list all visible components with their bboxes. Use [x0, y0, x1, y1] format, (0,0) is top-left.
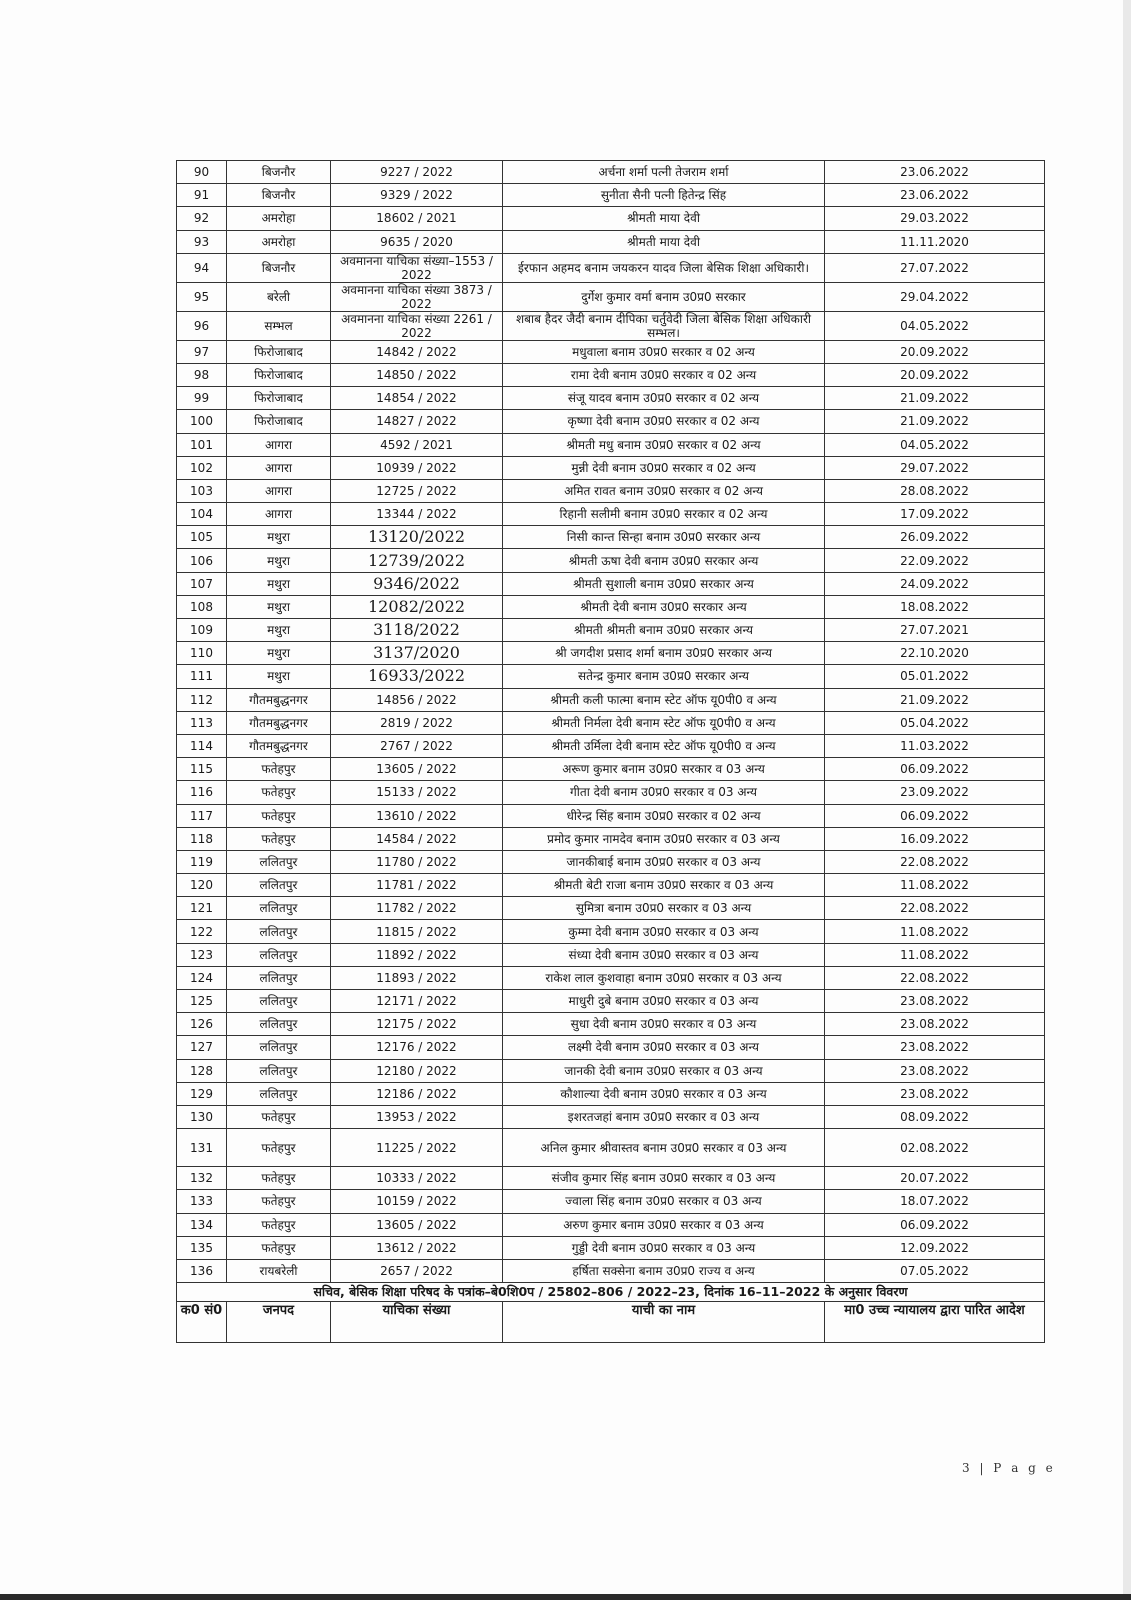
row-petition-number: 11893 / 2022 [331, 966, 503, 989]
row-serial-number: 119 [177, 850, 227, 873]
row-order-date: 08.09.2022 [825, 1105, 1045, 1128]
row-petition-number: अवमानना याचिका संख्या–1553 / 2022 [331, 253, 503, 282]
row-serial-number: 111 [177, 665, 227, 688]
row-serial-number: 122 [177, 920, 227, 943]
row-serial-number: 95 [177, 282, 227, 311]
row-petitioner-name: गुड्डी देवी बनाम उ0प्र0 सरकार व 03 अन्य [503, 1236, 825, 1259]
row-district: आगरा [227, 479, 331, 502]
row-petitioner-name: मुन्नी देवी बनाम उ0प्र0 सरकार व 02 अन्य [503, 456, 825, 479]
row-serial-number: 121 [177, 897, 227, 920]
row-serial-number: 105 [177, 526, 227, 549]
row-petition-number: 15133 / 2022 [331, 781, 503, 804]
row-serial-number: 97 [177, 340, 227, 363]
row-district: ललितपुर [227, 897, 331, 920]
row-serial-number: 118 [177, 827, 227, 850]
row-district: ललितपुर [227, 943, 331, 966]
row-order-date: 06.09.2022 [825, 1213, 1045, 1236]
row-petitioner-name: श्रीमती कली फात्मा बनाम स्टेट ऑफ यू0पी0 व अन्य [503, 688, 825, 711]
table-row [177, 433, 1045, 456]
table-row [177, 549, 1045, 572]
row-order-date: 18.08.2022 [825, 595, 1045, 618]
table-row [177, 282, 1045, 311]
row-district: फतेहपुर [227, 781, 331, 804]
table-row [177, 1190, 1045, 1213]
row-order-date: 21.09.2022 [825, 410, 1045, 433]
table-row [177, 479, 1045, 502]
row-serial-number: 103 [177, 479, 227, 502]
row-petition-number: 14827 / 2022 [331, 410, 503, 433]
table-row [177, 456, 1045, 479]
table-row [177, 184, 1045, 207]
page-edge-shadow [1123, 0, 1131, 1600]
row-petitioner-name: श्रीमती देवी बनाम उ0प्र0 सरकार अन्य [503, 595, 825, 618]
header-name: याची का नाम [503, 1302, 825, 1343]
row-order-date: 29.04.2022 [825, 282, 1045, 311]
row-petitioner-name: लक्ष्मी देवी बनाम उ0प्र0 सरकार व 03 अन्य [503, 1036, 825, 1059]
petition-table-body [177, 161, 1045, 1283]
row-petition-number: 9346/2022 [331, 572, 503, 595]
row-order-date: 21.09.2022 [825, 688, 1045, 711]
row-petitioner-name: धीरेन्द्र सिंह बनाम उ0प्र0 सरकार व 02 अन्य [503, 804, 825, 827]
row-order-date: 29.03.2022 [825, 207, 1045, 230]
row-order-date: 23.08.2022 [825, 1082, 1045, 1105]
row-order-date: 07.05.2022 [825, 1259, 1045, 1282]
row-serial-number: 102 [177, 456, 227, 479]
row-petitioner-name: सुधा देवी बनाम उ0प्र0 सरकार व 03 अन्य [503, 1013, 825, 1036]
row-district: आगरा [227, 503, 331, 526]
row-serial-number: 107 [177, 572, 227, 595]
header-row [177, 1302, 1045, 1343]
row-petitioner-name: श्रीमती निर्मला देवी बनाम स्टेट ऑफ यू0पी0 व अन्य [503, 711, 825, 734]
row-petitioner-name: सुनीता सैनी पत्नी हितेन्द्र सिंह [503, 184, 825, 207]
page-number: 3 | P a g e [962, 1461, 1056, 1475]
row-petition-number: 12176 / 2022 [331, 1036, 503, 1059]
row-order-date: 20.07.2022 [825, 1167, 1045, 1190]
table-row [177, 161, 1045, 184]
row-order-date: 12.09.2022 [825, 1236, 1045, 1259]
row-petitioner-name: अरूण कुमार बनाम उ0प्र0 सरकार व 03 अन्य [503, 758, 825, 781]
row-order-date: 05.04.2022 [825, 711, 1045, 734]
table-row [177, 1105, 1045, 1128]
row-petition-number: 10939 / 2022 [331, 456, 503, 479]
row-petition-number: 12175 / 2022 [331, 1013, 503, 1036]
row-order-date: 26.09.2022 [825, 526, 1045, 549]
row-district: फतेहपुर [227, 758, 331, 781]
row-district: ललितपुर [227, 920, 331, 943]
row-serial-number: 98 [177, 363, 227, 386]
row-serial-number: 132 [177, 1167, 227, 1190]
row-petitioner-name: गीता देवी बनाम उ0प्र0 सरकार व 03 अन्य [503, 781, 825, 804]
row-serial-number: 135 [177, 1236, 227, 1259]
row-petitioner-name: जानकी देवी बनाम उ0प्र0 सरकार व 03 अन्य [503, 1059, 825, 1082]
row-district: बरेली [227, 282, 331, 311]
row-district: मथुरा [227, 665, 331, 688]
row-petitioner-name: श्रीमती श्रीमती बनाम उ0प्र0 सरकार अन्य [503, 619, 825, 642]
row-district: बिजनौर [227, 161, 331, 184]
row-district: फतेहपुर [227, 1236, 331, 1259]
row-serial-number: 91 [177, 184, 227, 207]
row-district: ललितपुर [227, 1036, 331, 1059]
table-row [177, 207, 1045, 230]
header-order: मा0 उच्च न्यायालय द्वारा पारित आदेश [825, 1302, 1045, 1343]
row-petition-number: 14842 / 2022 [331, 340, 503, 363]
row-petitioner-name: दुर्गेश कुमार वर्मा बनाम उ0प्र0 सरकार [503, 282, 825, 311]
row-petition-number: 11782 / 2022 [331, 897, 503, 920]
row-petition-number: 13610 / 2022 [331, 804, 503, 827]
row-serial-number: 128 [177, 1059, 227, 1082]
table-row [177, 874, 1045, 897]
row-district: सम्भल [227, 311, 331, 340]
table-row [177, 572, 1045, 595]
row-order-date: 17.09.2022 [825, 503, 1045, 526]
row-district: फिरोजाबाद [227, 387, 331, 410]
table-row [177, 340, 1045, 363]
row-district: आगरा [227, 456, 331, 479]
row-petition-number: 3137/2020 [331, 642, 503, 665]
table-row [177, 1167, 1045, 1190]
row-serial-number: 134 [177, 1213, 227, 1236]
row-district: ललितपुर [227, 850, 331, 873]
row-petition-number: 13605 / 2022 [331, 1213, 503, 1236]
row-district: फतेहपुर [227, 1105, 331, 1128]
row-serial-number: 133 [177, 1190, 227, 1213]
row-district: फतेहपुर [227, 1213, 331, 1236]
row-serial-number: 131 [177, 1129, 227, 1167]
row-serial-number: 114 [177, 734, 227, 757]
row-serial-number: 96 [177, 311, 227, 340]
row-serial-number: 115 [177, 758, 227, 781]
table-row [177, 503, 1045, 526]
row-petitioner-name: निसी कान्त सिन्हा बनाम उ0प्र0 सरकार अन्य [503, 526, 825, 549]
row-district: मथुरा [227, 526, 331, 549]
table-row [177, 758, 1045, 781]
table-row [177, 1129, 1045, 1167]
row-petition-number: 12171 / 2022 [331, 990, 503, 1013]
row-petitioner-name: श्रीमती ऊषा देवी बनाम उ0प्र0 सरकार अन्य [503, 549, 825, 572]
row-serial-number: 129 [177, 1082, 227, 1105]
footer-note-row [177, 1283, 1045, 1302]
table-row [177, 734, 1045, 757]
row-order-date: 04.05.2022 [825, 311, 1045, 340]
row-petition-number: 10159 / 2022 [331, 1190, 503, 1213]
row-petition-number: 12186 / 2022 [331, 1082, 503, 1105]
row-petitioner-name: अर्चना शर्मा पत्नी तेजराम शर्मा [503, 161, 825, 184]
row-serial-number: 120 [177, 874, 227, 897]
row-district: मथुरा [227, 619, 331, 642]
row-petition-number: 2767 / 2022 [331, 734, 503, 757]
row-district: ललितपुर [227, 1082, 331, 1105]
row-petition-number: 12725 / 2022 [331, 479, 503, 502]
row-district: गौतमबुद्धनगर [227, 734, 331, 757]
row-petitioner-name: अरुण कुमार बनाम उ0प्र0 सरकार व 03 अन्य [503, 1213, 825, 1236]
row-order-date: 04.05.2022 [825, 433, 1045, 456]
row-district: गौतमबुद्धनगर [227, 711, 331, 734]
row-serial-number: 110 [177, 642, 227, 665]
row-serial-number: 100 [177, 410, 227, 433]
row-petitioner-name: संजू यादव बनाम उ0प्र0 सरकार व 02 अन्य [503, 387, 825, 410]
row-serial-number: 125 [177, 990, 227, 1013]
table-row [177, 827, 1045, 850]
row-order-date: 22.08.2022 [825, 897, 1045, 920]
row-petitioner-name: रिहानी सलीमी बनाम उ0प्र0 सरकार व 02 अन्य [503, 503, 825, 526]
table-row [177, 990, 1045, 1013]
row-serial-number: 117 [177, 804, 227, 827]
header-petition: याचिका संख्या [331, 1302, 503, 1343]
row-district: ललितपुर [227, 1059, 331, 1082]
table-row [177, 619, 1045, 642]
row-petition-number: 9227 / 2022 [331, 161, 503, 184]
row-order-date: 27.07.2021 [825, 619, 1045, 642]
row-petitioner-name: अमित रावत बनाम उ0प्र0 सरकार व 02 अन्य [503, 479, 825, 502]
table-row [177, 230, 1045, 253]
row-petitioner-name: सतेन्द्र कुमार बनाम उ0प्र0 सरकार अन्य [503, 665, 825, 688]
row-district: फतेहपुर [227, 1167, 331, 1190]
row-petitioner-name: श्रीमती मधु बनाम उ0प्र0 सरकार व 02 अन्य [503, 433, 825, 456]
row-petitioner-name: श्रीमती माया देवी [503, 207, 825, 230]
table-row [177, 311, 1045, 340]
row-petitioner-name: अनिल कुमार श्रीवास्तव बनाम उ0प्र0 सरकार व 03 अन्य [503, 1129, 825, 1167]
row-petition-number: 14850 / 2022 [331, 363, 503, 386]
row-petitioner-name: संजीव कुमार सिंह बनाम उ0प्र0 सरकार व 03 अन्य [503, 1167, 825, 1190]
row-petition-number: 2657 / 2022 [331, 1259, 503, 1282]
table-row [177, 387, 1045, 410]
row-petitioner-name: श्रीमती उर्मिला देवी बनाम स्टेट ऑफ यू0पी0 व अन्य [503, 734, 825, 757]
row-order-date: 27.07.2022 [825, 253, 1045, 282]
row-petition-number: 12739/2022 [331, 549, 503, 572]
row-petitioner-name: श्रीमती बेटी राजा बनाम उ0प्र0 सरकार व 03 अन्य [503, 874, 825, 897]
row-petitioner-name: ईरफान अहमद बनाम जयकरन यादव जिला बेसिक शिक्षा अधिकारी। [503, 253, 825, 282]
row-order-date: 23.08.2022 [825, 1059, 1045, 1082]
row-district: आगरा [227, 433, 331, 456]
header-district: जनपद [227, 1302, 331, 1343]
row-petition-number: 16933/2022 [331, 665, 503, 688]
row-order-date: 11.08.2022 [825, 943, 1045, 966]
table-row [177, 897, 1045, 920]
row-serial-number: 101 [177, 433, 227, 456]
footer-note: सचिव, बेसिक शिक्षा परिषद के पत्रांक–बे0शि0प / 25802–806 / 2022–23, दिनांक 16–11–2022 के अनुसार विवरण [177, 1283, 1045, 1302]
row-district: बिजनौर [227, 253, 331, 282]
row-serial-number: 116 [177, 781, 227, 804]
row-order-date: 11.03.2022 [825, 734, 1045, 757]
table-row [177, 1082, 1045, 1105]
row-petition-number: 10333 / 2022 [331, 1167, 503, 1190]
row-petitioner-name: श्रीमती माया देवी [503, 230, 825, 253]
table-row [177, 665, 1045, 688]
row-petitioner-name: कुम्मा देवी बनाम उ0प्र0 सरकार व 03 अन्य [503, 920, 825, 943]
row-petition-number: 3118/2022 [331, 619, 503, 642]
row-petitioner-name: प्रमोद कुमार नामदेव बनाम उ0प्र0 सरकार व 03 अन्य [503, 827, 825, 850]
table-row [177, 642, 1045, 665]
row-petitioner-name: कौशाल्या देवी बनाम उ0प्र0 सरकार व 03 अन्य [503, 1082, 825, 1105]
row-petitioner-name: ज्वाला सिंह बनाम उ0प्र0 सरकार व 03 अन्य [503, 1190, 825, 1213]
row-order-date: 23.06.2022 [825, 184, 1045, 207]
row-petition-number: 12082/2022 [331, 595, 503, 618]
row-order-date: 28.08.2022 [825, 479, 1045, 502]
row-petitioner-name: कृष्णा देवी बनाम उ0प्र0 सरकार व 02 अन्य [503, 410, 825, 433]
row-order-date: 22.08.2022 [825, 850, 1045, 873]
table-row [177, 688, 1045, 711]
row-petition-number: 13953 / 2022 [331, 1105, 503, 1128]
row-order-date: 23.08.2022 [825, 1013, 1045, 1036]
row-district: अमरोहा [227, 230, 331, 253]
row-petitioner-name: संध्या देवी बनाम उ0प्र0 सरकार व 03 अन्य [503, 943, 825, 966]
table-row [177, 253, 1045, 282]
table-row [177, 966, 1045, 989]
row-petitioner-name: श्रीमती सुशाली बनाम उ0प्र0 सरकार अन्य [503, 572, 825, 595]
row-order-date: 23.06.2022 [825, 161, 1045, 184]
row-petition-number: 12180 / 2022 [331, 1059, 503, 1082]
row-petition-number: 9329 / 2022 [331, 184, 503, 207]
row-order-date: 18.07.2022 [825, 1190, 1045, 1213]
row-petitioner-name: जानकीबाई बनाम उ0प्र0 सरकार व 03 अन्य [503, 850, 825, 873]
row-order-date: 02.08.2022 [825, 1129, 1045, 1167]
row-order-date: 23.08.2022 [825, 990, 1045, 1013]
row-district: फिरोजाबाद [227, 363, 331, 386]
row-petition-number: अवमानना याचिका संख्या 3873 / 2022 [331, 282, 503, 311]
row-petitioner-name: मधुवाला बनाम उ0प्र0 सरकार व 02 अन्य [503, 340, 825, 363]
row-petitioner-name: सुमित्रा बनाम उ0प्र0 सरकार व 03 अन्य [503, 897, 825, 920]
row-petition-number: 18602 / 2021 [331, 207, 503, 230]
row-petitioner-name: राकेश लाल कुशवाहा बनाम उ0प्र0 सरकार व 03 अन्य [503, 966, 825, 989]
row-petition-number: 13612 / 2022 [331, 1236, 503, 1259]
row-serial-number: 126 [177, 1013, 227, 1036]
row-order-date: 23.09.2022 [825, 781, 1045, 804]
row-serial-number: 99 [177, 387, 227, 410]
table-row [177, 363, 1045, 386]
table-row [177, 1213, 1045, 1236]
row-petition-number: 13120/2022 [331, 526, 503, 549]
row-district: ललितपुर [227, 874, 331, 897]
table-row [177, 711, 1045, 734]
row-district: फतेहपुर [227, 1129, 331, 1167]
row-serial-number: 127 [177, 1036, 227, 1059]
row-district: फतेहपुर [227, 1190, 331, 1213]
row-order-date: 20.09.2022 [825, 363, 1045, 386]
row-district: मथुरा [227, 595, 331, 618]
petition-table [176, 160, 1045, 1343]
row-district: ललितपुर [227, 1013, 331, 1036]
row-serial-number: 92 [177, 207, 227, 230]
row-district: ललितपुर [227, 990, 331, 1013]
row-district: फिरोजाबाद [227, 410, 331, 433]
table-row [177, 1036, 1045, 1059]
table-row [177, 1259, 1045, 1282]
row-district: रायबरेली [227, 1259, 331, 1282]
table-row [177, 943, 1045, 966]
row-petition-number: 14584 / 2022 [331, 827, 503, 850]
row-district: फिरोजाबाद [227, 340, 331, 363]
table-row [177, 410, 1045, 433]
row-order-date: 24.09.2022 [825, 572, 1045, 595]
row-petition-number: 13605 / 2022 [331, 758, 503, 781]
row-serial-number: 113 [177, 711, 227, 734]
row-petition-number: 11892 / 2022 [331, 943, 503, 966]
row-petition-number: 11781 / 2022 [331, 874, 503, 897]
table-row [177, 595, 1045, 618]
row-serial-number: 93 [177, 230, 227, 253]
row-petition-number: 14854 / 2022 [331, 387, 503, 410]
row-order-date: 20.09.2022 [825, 340, 1045, 363]
row-petition-number: 9635 / 2020 [331, 230, 503, 253]
row-serial-number: 90 [177, 161, 227, 184]
row-petition-number: 13344 / 2022 [331, 503, 503, 526]
row-serial-number: 106 [177, 549, 227, 572]
row-district: गौतमबुद्धनगर [227, 688, 331, 711]
row-petitioner-name: माधुरी दुबे बनाम उ0प्र0 सरकार व 03 अन्य [503, 990, 825, 1013]
table-row [177, 920, 1045, 943]
row-order-date: 11.11.2020 [825, 230, 1045, 253]
row-petition-number: 4592 / 2021 [331, 433, 503, 456]
row-petition-number: 11815 / 2022 [331, 920, 503, 943]
row-order-date: 23.08.2022 [825, 1036, 1045, 1059]
table-row [177, 781, 1045, 804]
table-row [177, 1059, 1045, 1082]
row-order-date: 22.08.2022 [825, 966, 1045, 989]
table-row [177, 526, 1045, 549]
row-order-date: 06.09.2022 [825, 758, 1045, 781]
row-district: मथुरा [227, 572, 331, 595]
row-order-date: 22.10.2020 [825, 642, 1045, 665]
row-petition-number: 11225 / 2022 [331, 1129, 503, 1167]
row-district: मथुरा [227, 642, 331, 665]
row-district: अमरोहा [227, 207, 331, 230]
header-sn: क0 सं0 [177, 1302, 227, 1343]
table-row [177, 850, 1045, 873]
row-petitioner-name: रामा देवी बनाम उ0प्र0 सरकार व 02 अन्य [503, 363, 825, 386]
row-petition-number: 11780 / 2022 [331, 850, 503, 873]
row-petitioner-name: श्री जगदीश प्रसाद शर्मा बनाम उ0प्र0 सरकार अन्य [503, 642, 825, 665]
row-serial-number: 124 [177, 966, 227, 989]
row-petitioner-name: शबाब हैदर जैदी बनाम दीपिका चर्तुवेदी जिला बेसिक शिक्षा अधिकारी सम्भल। [503, 311, 825, 340]
row-district: ललितपुर [227, 966, 331, 989]
row-petition-number: 14856 / 2022 [331, 688, 503, 711]
table-row [177, 1013, 1045, 1036]
row-petition-number: 2819 / 2022 [331, 711, 503, 734]
row-order-date: 21.09.2022 [825, 387, 1045, 410]
row-petition-number: अवमानना याचिका संख्या 2261 / 2022 [331, 311, 503, 340]
row-order-date: 11.08.2022 [825, 920, 1045, 943]
row-petitioner-name: इशरतजहां बनाम उ0प्र0 सरकार व 03 अन्य [503, 1105, 825, 1128]
row-district: फतेहपुर [227, 827, 331, 850]
row-order-date: 06.09.2022 [825, 804, 1045, 827]
row-serial-number: 109 [177, 619, 227, 642]
table-row [177, 1236, 1045, 1259]
table-row [177, 804, 1045, 827]
row-serial-number: 108 [177, 595, 227, 618]
row-district: फतेहपुर [227, 804, 331, 827]
scan-bottom-edge [0, 1594, 1131, 1600]
row-serial-number: 112 [177, 688, 227, 711]
row-serial-number: 130 [177, 1105, 227, 1128]
row-serial-number: 136 [177, 1259, 227, 1282]
row-petitioner-name: हर्षिता सक्सेना बनाम उ0प्र0 राज्य व अन्य [503, 1259, 825, 1282]
row-order-date: 16.09.2022 [825, 827, 1045, 850]
petition-table-footer [177, 1283, 1045, 1343]
row-district: बिजनौर [227, 184, 331, 207]
row-order-date: 22.09.2022 [825, 549, 1045, 572]
row-serial-number: 104 [177, 503, 227, 526]
row-serial-number: 123 [177, 943, 227, 966]
row-district: मथुरा [227, 549, 331, 572]
row-order-date: 11.08.2022 [825, 874, 1045, 897]
row-order-date: 29.07.2022 [825, 456, 1045, 479]
row-serial-number: 94 [177, 253, 227, 282]
row-order-date: 05.01.2022 [825, 665, 1045, 688]
